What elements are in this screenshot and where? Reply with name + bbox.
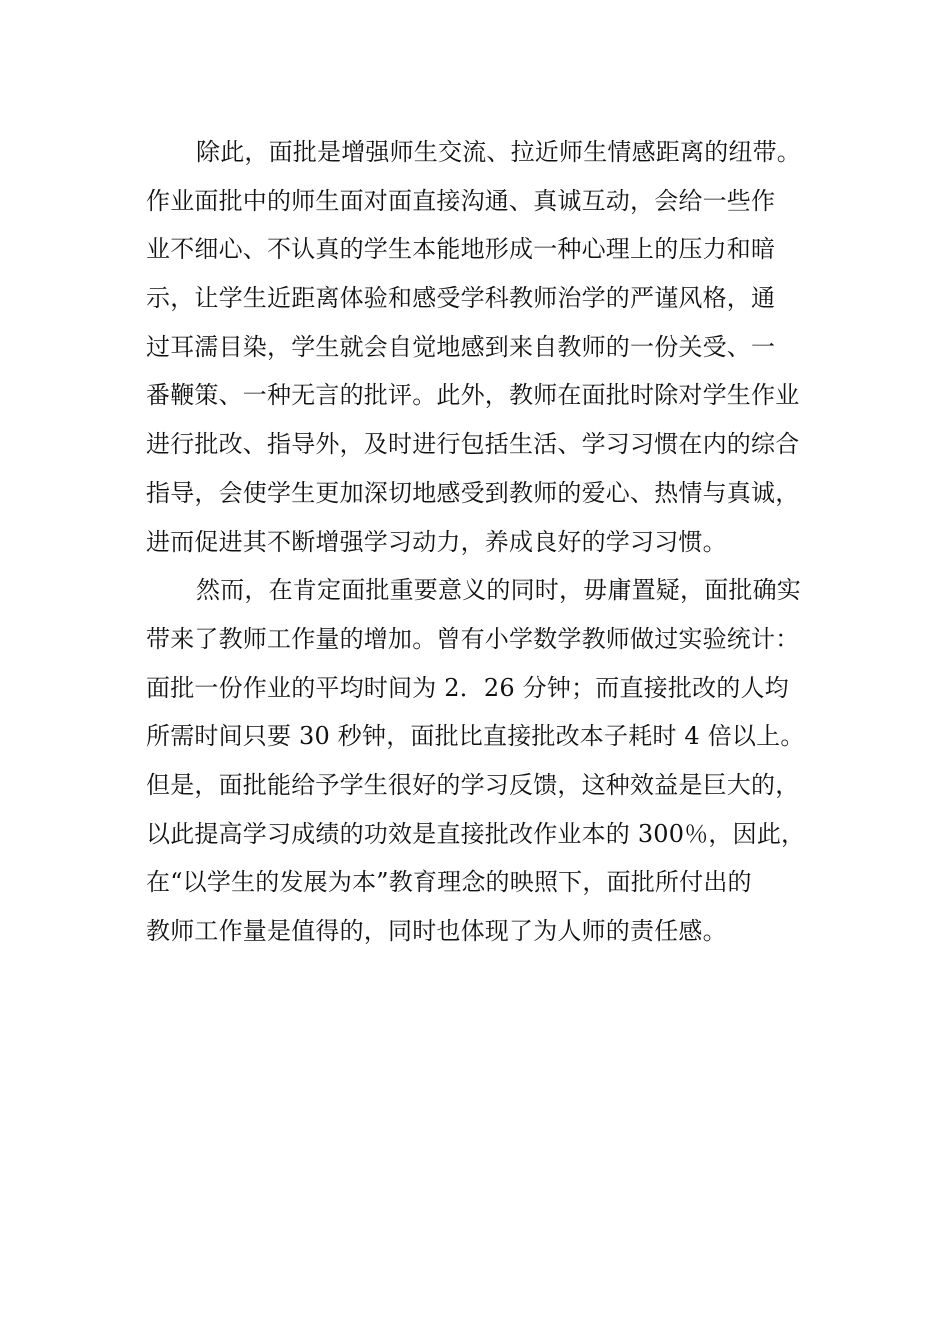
paragraph-line: 业不细心、不认真的学生本能地形成一种心理上的压力和暗 xyxy=(146,235,776,264)
paragraph-line: 进而促进其不断增强学习动力，养成良好的学习习惯。 xyxy=(146,527,727,556)
paragraph-line: 但是，面批能给予学生很好的学习反馈，这种效益是巨大的， xyxy=(146,770,800,799)
paragraph-line: 面批一份作业的平均时间为 2．26 分钟；而直接批改的人均 xyxy=(146,673,789,702)
paragraph-line: 作业面批中的师生面对面直接沟通、真诚互动，会给一些作 xyxy=(146,186,776,215)
paragraph-line: 带来了教师工作量的增加。曾有小学数学教师做过实验统计： xyxy=(146,624,800,653)
paragraph-line: 然而，在肯定面批重要意义的同时，毋庸置疑，面批确实 xyxy=(196,576,801,605)
paragraph-line: 番鞭策、一种无言的批评。此外，教师在面批时除对学生作业 xyxy=(146,381,800,410)
paragraph-line: 在“以学生的发展为本”教育理念的映照下，面批所付出的 xyxy=(146,868,752,897)
paragraph-line: 教师工作量是值得的，同时也体现了为人师的责任感。 xyxy=(146,917,727,945)
paragraph-line: 示，让学生近距离体验和感受学科教师治学的严谨风格，通 xyxy=(146,284,776,313)
paragraph-2 xyxy=(146,566,810,956)
paragraph-1 xyxy=(146,128,810,566)
paragraph-line: 除此，面批是增强师生交流、拉近师生情感距离的纽带。 xyxy=(196,138,801,166)
paragraph-line: 过耳濡目染，学生就会自觉地感到来自教师的一份关受、一 xyxy=(146,332,776,361)
paragraph-line: 指导，会使学生更加深切地感受到教师的爱心、热情与真诚， xyxy=(146,478,800,507)
paragraph-line: 以此提高学习成绩的功效是直接批改作业本的 300％，因此， xyxy=(146,819,806,848)
paragraph-line: 所需时间只要 30 秒钟，面批比直接批改本子耗时 4 倍以上。 xyxy=(146,722,805,751)
document-body xyxy=(146,128,810,956)
paragraph-line: 进行批改、指导外，及时进行包括生活、学习习惯在内的综合 xyxy=(146,430,800,459)
